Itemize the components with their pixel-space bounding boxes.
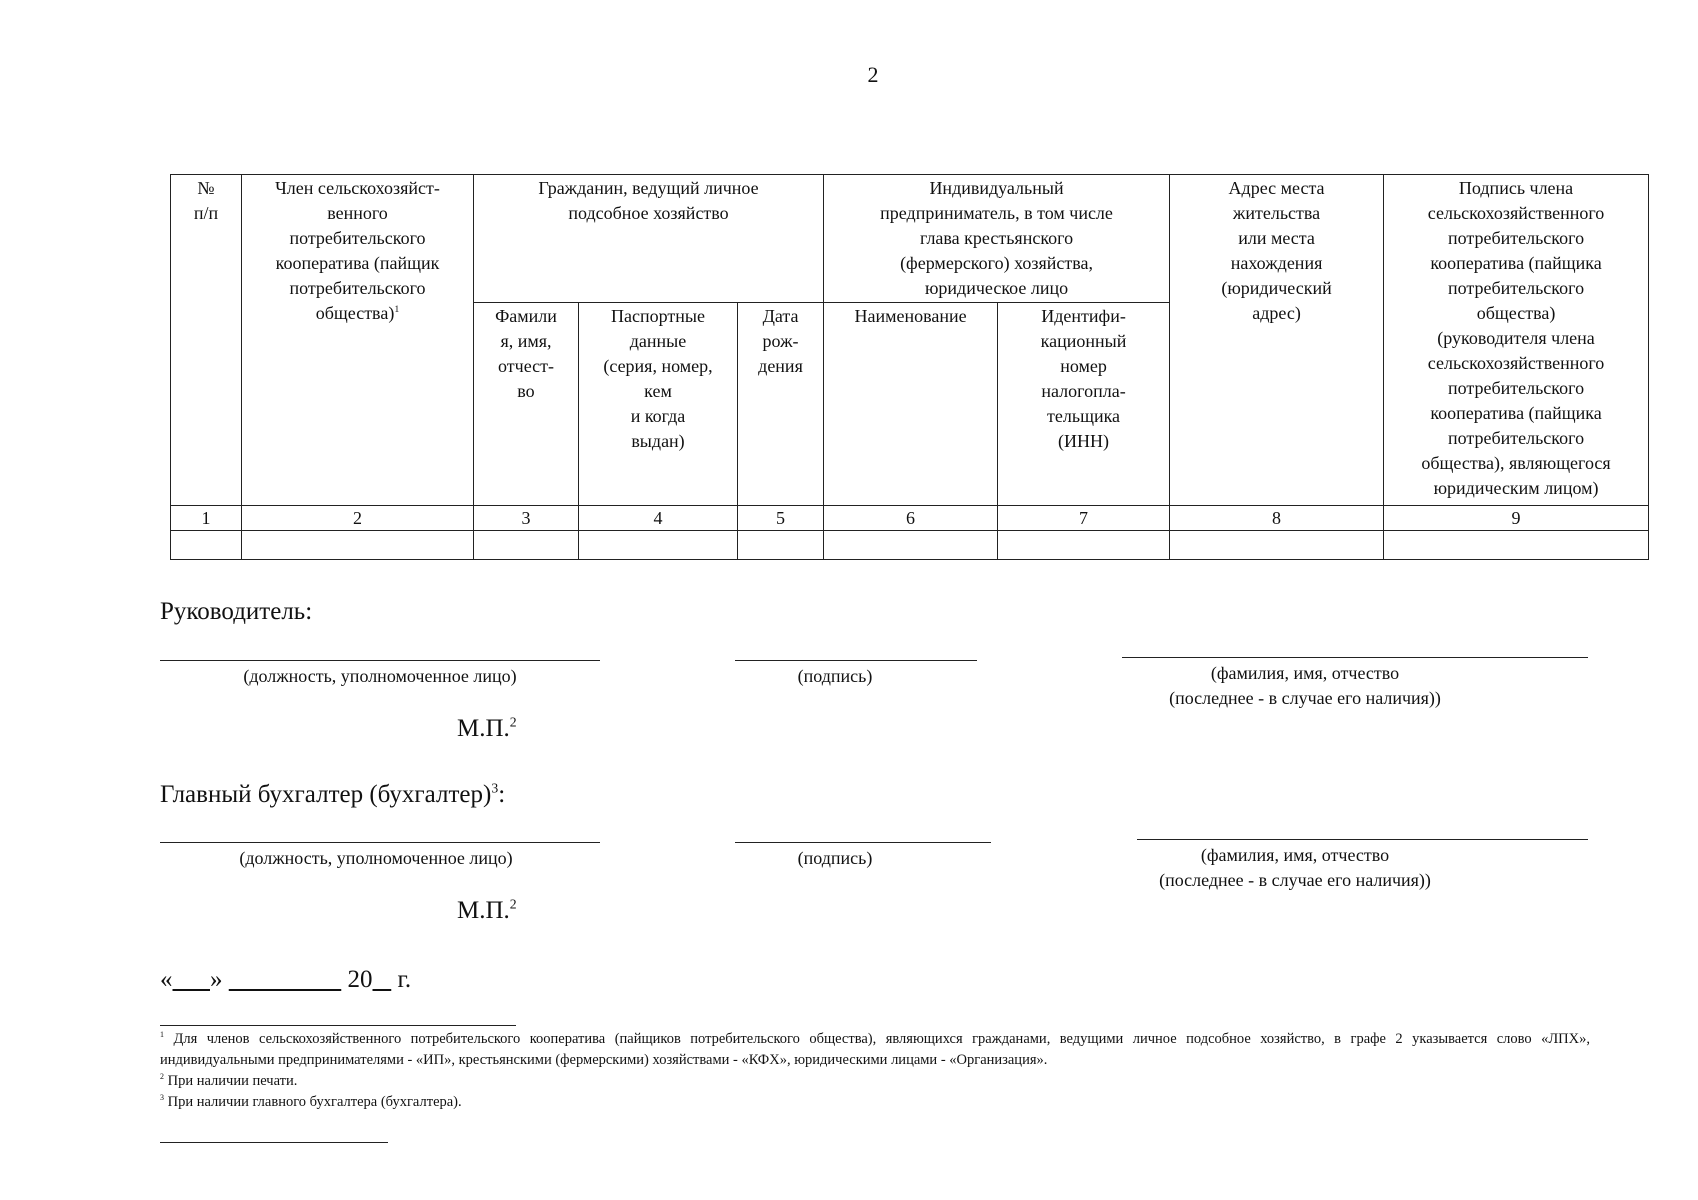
column-number: 2 bbox=[242, 506, 474, 531]
director-stamp-label: М.П.$^2$ bbox=[457, 714, 517, 742]
table-cell[interactable] bbox=[1170, 531, 1384, 560]
column-number: 8 bbox=[1170, 506, 1384, 531]
director-heading: Руководитель: bbox=[160, 598, 313, 625]
empty-data-row bbox=[171, 531, 1649, 560]
end-separator bbox=[160, 1142, 388, 1143]
year-blank[interactable] bbox=[373, 966, 392, 993]
director-name-line[interactable] bbox=[1122, 657, 1588, 658]
accountant-name-line[interactable] bbox=[1137, 839, 1588, 840]
footnote-ref-1: 1 bbox=[394, 304, 400, 315]
footnote-2: $^2$ При наличии печати. bbox=[160, 1072, 298, 1089]
member-register-table bbox=[170, 174, 1649, 560]
footnote-ref-2: 2 bbox=[509, 714, 517, 730]
column-number: 3 bbox=[474, 506, 579, 531]
column-number: 9 bbox=[1384, 506, 1649, 531]
accountant-name-caption: (фамилия, имя, отчество (последнее - в случае его наличия)) bbox=[1159, 845, 1431, 890]
accountant-signature-caption: (подпись) bbox=[797, 848, 873, 868]
header-col-1: № п/п bbox=[171, 175, 242, 506]
header-col-4: Паспортные данные (серия, номер, кем и когда выдан) bbox=[579, 303, 738, 506]
accountant-signature-line[interactable] bbox=[735, 842, 991, 843]
header-group-entrepreneur: Индивидуальный предприниматель, в том числе глава крестьянского (фермерского) хозяйства, юридическое лицо bbox=[824, 175, 1170, 303]
table-cell[interactable] bbox=[474, 531, 579, 560]
table-cell[interactable] bbox=[738, 531, 824, 560]
table-cell[interactable] bbox=[579, 531, 738, 560]
column-number: 7 bbox=[998, 506, 1170, 531]
date-close-quote: » bbox=[210, 966, 223, 993]
footnote-1: $^1$ Для членов сельскохозяйственного потребительского кооператива (пайщиков потребительского общества), являющихся гражданами, ведущими личное подсобное хозяйство, в графе 2 указывается слово «ЛПХ», индивидуальными предпринимателями - «ИП», крестьянскими (фермерскими) хозяйствами - «КФХ», юридическими лицами - «Организация». bbox=[160, 1030, 1591, 1068]
header-col-6: Наименование bbox=[824, 303, 998, 506]
date-open-quote: « bbox=[160, 966, 173, 993]
director-position-line[interactable] bbox=[160, 660, 600, 661]
footnote-3: $^3$ При наличии главного бухгалтера (бухгалтера). bbox=[160, 1093, 462, 1110]
header-row-1 bbox=[171, 175, 1649, 303]
director-position-caption: (должность, уполномоченное лицо) bbox=[243, 666, 517, 686]
column-number: 4 bbox=[579, 506, 738, 531]
header-col-9: Подпись члена сельскохозяйственного потребительского кооператива (пайщика потребительского общества) (руководителя члена сельскохозяйственного потребительского кооператива (пайщика потребительского общества), являющегося юридическим лицом) bbox=[1384, 175, 1649, 506]
accountant-position-caption: (должность, уполномоченное лицо) bbox=[239, 848, 513, 868]
header-col-5: Дата рож- дения bbox=[738, 303, 824, 506]
table-cell[interactable] bbox=[824, 531, 998, 560]
header-col-8: Адрес места жительства или места нахождения (юридический адрес) bbox=[1170, 175, 1384, 506]
page-number: 2 bbox=[867, 62, 879, 87]
day-blank[interactable] bbox=[173, 966, 211, 993]
director-name-caption: (фамилия, имя, отчество (последнее - в случае его наличия)) bbox=[1169, 663, 1441, 708]
accountant-heading: Главный бухгалтер (бухгалтер)$^3$: bbox=[160, 780, 506, 808]
column-number-row bbox=[171, 506, 1649, 531]
footnote-ref-2: 2 bbox=[509, 896, 517, 912]
column-number: 1 bbox=[171, 506, 242, 531]
date-line bbox=[160, 966, 411, 994]
column-number: 5 bbox=[738, 506, 824, 531]
table-cell[interactable] bbox=[242, 531, 474, 560]
header-col-7: Идентифи- кационный номер налогопла- тельщика (ИНН) bbox=[998, 303, 1170, 506]
year-suffix: г. bbox=[397, 966, 412, 993]
table-cell[interactable] bbox=[998, 531, 1170, 560]
header-col-2: Член сельскохозяйст- венного потребительского кооператива (пайщик потребительского общества)$^1$ bbox=[242, 175, 474, 506]
table-cell[interactable] bbox=[171, 531, 242, 560]
month-blank[interactable] bbox=[229, 966, 342, 993]
accountant-position-line[interactable] bbox=[160, 842, 600, 843]
accountant-stamp-label: М.П.$^2$ bbox=[457, 896, 517, 924]
footnote-ref-3: 3 bbox=[491, 780, 499, 796]
header-col-3: Фамили я, имя, отчест- во bbox=[474, 303, 579, 506]
table-cell[interactable] bbox=[1384, 531, 1649, 560]
footnote-separator bbox=[160, 1025, 516, 1026]
director-signature-caption: (подпись) bbox=[797, 666, 873, 686]
director-signature-line[interactable] bbox=[735, 660, 977, 661]
year-prefix: 20 bbox=[347, 966, 373, 993]
column-number: 6 bbox=[824, 506, 998, 531]
header-group-citizen: Гражданин, ведущий личное подсобное хозяйство bbox=[474, 175, 824, 303]
